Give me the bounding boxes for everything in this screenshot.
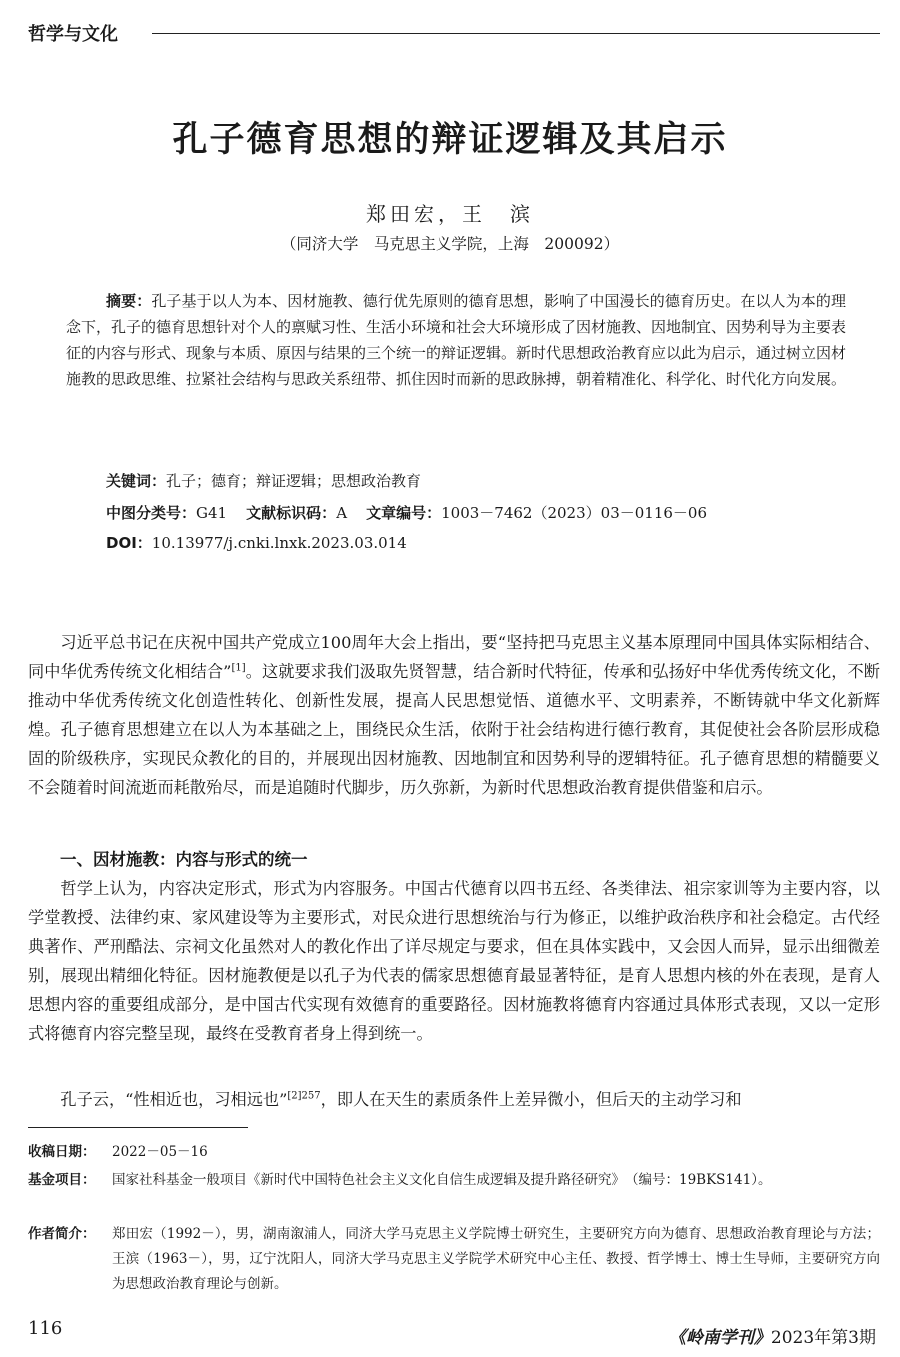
para3-text-a: 孔子云，“性相近也，习相远也” xyxy=(60,1090,288,1109)
footnote-funding xyxy=(28,1168,880,1193)
citation-ref[interactable]: [1] xyxy=(231,662,246,674)
clc-label: 中图分类号： xyxy=(106,504,197,522)
doc-code-label: 文献标识码： xyxy=(246,504,337,522)
footnote-received-date xyxy=(28,1140,880,1165)
section-label: 哲学与文化 xyxy=(28,24,118,45)
para3-text-b: ，即人在天生的素质条件上差异微小，但后天的主动学习和 xyxy=(320,1090,742,1109)
article-title: 孔子德育思想的辩证逻辑及其启示 xyxy=(172,119,728,160)
journal-name: 《岭南学刊》 xyxy=(668,1328,771,1348)
abstract-label: 摘要： xyxy=(106,292,152,310)
funding-text: 国家社科基金一般项目《新时代中国特色社会主义文化自信生成逻辑及提升路径研究》 （编号：19BKS141）。 xyxy=(112,1172,772,1188)
article-number-label: 文章编号： xyxy=(366,504,442,522)
keywords-label: 关键词： xyxy=(106,472,167,490)
abstract xyxy=(66,288,846,392)
article-authors: 郑田宏，王 滨 xyxy=(366,202,534,226)
doi-value[interactable]: 10.13977/j.cnki.lnxk.2023.03.014 xyxy=(151,534,407,552)
doi-line xyxy=(66,530,886,556)
received-date-label: 收稿日期： xyxy=(28,1144,96,1160)
section-heading-1: 一、因材施教：内容与形式的统一 xyxy=(60,850,308,869)
journal-issue xyxy=(669,1323,876,1348)
para1-text-a: 习近平总书记在庆祝中国共产党成立100周年大会上指出，要“坚持把马克思主义基本原理同中国具体实际相结合、同中华优秀传统文化相结合” xyxy=(28,633,880,681)
abstract-text: 孔子基于以人为本、因材施教、德行优先原则的德育思想，影响了中国漫长的德育历史。在以人为本的理念下，孔子的德育思想针对个人的禀赋习性、生活小环境和社会大环境形成了因材施教、因地制宜、因势利导为主要表征的内容与形式、现象与本质、原因与结果的三个统一的辩证逻辑。新时代思想政治教育应以此为启示，通过树立因材施教的思政思维、拉紧社会结构与思政关系纽带、抓住因时而新的思政脉搏，朝着精准化、科学化、时代化方向发展。 xyxy=(66,292,847,388)
header-rule xyxy=(152,33,880,34)
body-paragraph-3 xyxy=(28,1085,880,1114)
keywords-text: 孔子；德育；辩证逻辑；思想政治教育 xyxy=(166,472,422,490)
clc-value: G41 xyxy=(196,504,228,522)
citation-ref[interactable]: [2]257 xyxy=(287,1090,321,1102)
doc-code-value: A xyxy=(336,504,348,522)
doi-label: DOI： xyxy=(106,534,152,552)
footnote-author-bio xyxy=(28,1222,880,1297)
author-bio-label: 作者简介： xyxy=(28,1226,96,1242)
footnote-rule xyxy=(28,1127,248,1128)
article-affiliation: （同济大学 马克思主义学院，上海 200092） xyxy=(280,235,620,253)
keywords xyxy=(66,468,886,494)
body-paragraph-2: 哲学上认为，内容决定形式，形式为内容服务。中国古代德育以四书五经、各类律法、祖宗家训等为主要内容，以学堂教授、法律约束、家风建设等为主要形式，对民众进行思想统治与行为修正，以维护政治秩序和社会稳定。古代经典著作、严刑酷法、宗祠文化虽然对人的教化作出了详尽规定与要求，但在具体实践中，又会因人而异，显示出细微差别，展现出精细化特征。因材施教便是以孔子为代表的儒家思想德育最显著特征，是育人思想内核的外在表现，是育人思想内容的重要组成部分，是中国古代实现有效德育的重要路径。因材施教将德育内容通过具体形式表现，又以一定形式将德育内容完整呈现，最终在受教育者身上得到统一。 xyxy=(28,879,880,1043)
article-number-value: 1003－7462（2023）03－0116－06 xyxy=(441,504,707,522)
para1-text-b: 。这就要求我们汲取先贤智慧，结合新时代特征，传承和弘扬好中华优秀传统文化，不断推动中华优秀传统文化创造性转化、创新性发展，提高人民思想觉悟、道德水平、文明素养，不断铸就中华文化新辉煌。孔子德育思想建立在以人为本基础之上，围绕民众生活，依附于社会结构进行德行教育，其促使社会各阶层形成稳固的阶级秩序，实现民众教化的目的，并展现出因材施教、因地制宜和因势利导的逻辑特征。孔子德育思想的精髓要义不会随着时间流逝而耗散殆尽，而是追随时代脚步，历久弥新，为新时代思想政治教育提供借鉴和启示。 xyxy=(28,662,880,797)
issue-label: 2023年第3期 xyxy=(770,1328,876,1348)
page-number: 116 xyxy=(28,1318,63,1339)
funding-label: 基金项目： xyxy=(28,1172,96,1188)
body-paragraph-1 xyxy=(28,628,880,802)
received-date-value: 2022－05－16 xyxy=(112,1144,208,1160)
classification-line xyxy=(66,500,886,526)
author-bio-text: 郑田宏（1992－），男，湖南溆浦人，同济大学马克思主义学院博士研究生，主要研究方向为德育、思想政治教育理论与方法；王滨（1963－），男，辽宁沈阳人，同济大学马克思主义学院学术研究中心主任、教授、哲学博士、博士生导师，主要研究方向为思想政治教育理论与创新。 xyxy=(112,1226,880,1292)
